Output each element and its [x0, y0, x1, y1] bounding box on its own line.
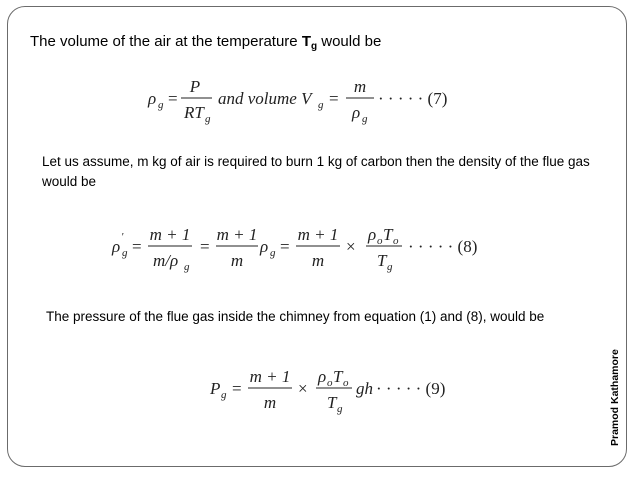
eq7-num2: m — [353, 77, 367, 96]
eq7-equals-2: = — [329, 89, 339, 108]
eq8-rho: ρ — [260, 237, 269, 256]
eq8-frac3-den: m — [311, 251, 325, 270]
eq8-lhs-sub: g — [122, 247, 128, 259]
eq8-frac4-num-rho-sub: o — [377, 235, 383, 247]
eq7-den1-sub: g — [205, 113, 211, 125]
paragraph-1: Let us assume, m kg of air is required to burn 1 kg of carbon then the density of the flue gas would be — [42, 154, 590, 189]
paragraph-2: The pressure of the flue gas inside the chimney from equation (1) and (8), would be — [46, 309, 545, 324]
equation-8 — [112, 220, 482, 285]
equation-9 — [210, 362, 470, 427]
eq9-frac1-num: m + 1 — [249, 367, 291, 386]
eq7-lhs-sub: g — [158, 99, 164, 111]
eq9-lhs: P — [210, 379, 221, 398]
eq8-frac4-num-rho: ρ — [368, 225, 377, 244]
eq9-equals: = — [232, 379, 242, 398]
eq8-frac3-num: m + 1 — [297, 225, 339, 244]
eq8-tail: · · · · · (8) — [408, 237, 478, 256]
eq8-equals-1: = — [132, 237, 142, 256]
eq8-rho-sub: g — [270, 247, 276, 259]
eq7-num1: P — [189, 77, 201, 96]
eq7-tail: · · · · · (7) — [378, 89, 448, 108]
eq9-gh: gh — [356, 379, 373, 398]
eq9-frac2-num-t: T — [333, 367, 343, 386]
eq9-lhs-sub: g — [221, 389, 227, 401]
eq8-equals-3: = — [280, 237, 290, 256]
eq8-times: × — [346, 237, 356, 256]
eq9-times: × — [298, 379, 308, 398]
eq8-lhs: ρ — [112, 237, 121, 256]
equation-7 — [148, 72, 448, 137]
eq9-frac2-num-rho-sub: o — [327, 377, 333, 389]
eq7-den2-sub: g — [362, 113, 368, 125]
eq8-equals-2: = — [200, 237, 210, 256]
eq9-frac2-den: T — [327, 393, 337, 412]
eq9-tail: · · · · · (9) — [376, 379, 446, 398]
heading-text-before: The volume of the air at the temperature — [30, 33, 302, 50]
eq9-frac2-num-rho: ρ — [318, 367, 327, 386]
eq8-frac4-num-t: T — [383, 225, 393, 244]
heading-subscript: g — [310, 41, 318, 52]
heading — [30, 32, 381, 57]
eq8-frac1-den: m/ρ — [153, 251, 179, 270]
heading-text-after: would be — [317, 33, 382, 50]
eq8-frac4-den: T — [377, 251, 387, 270]
eq8-frac2-den: m — [230, 251, 244, 270]
eq8-frac4-num-t-sub: o — [393, 235, 399, 247]
eq7-lhs: ρ — [148, 89, 157, 108]
eq7-mid-sub: g — [318, 99, 324, 111]
eq8-lhs-prime: ' — [121, 231, 124, 243]
eq8-frac4-den-sub: g — [387, 261, 393, 273]
eq7-den2: ρ — [352, 103, 361, 122]
eq9-frac1-den: m — [263, 393, 277, 412]
eq7-mid: and volume V — [218, 89, 312, 108]
eq8-frac1-num: m + 1 — [149, 225, 191, 244]
eq7-den1: RT — [184, 103, 204, 122]
eq8-frac1-den-sub: g — [184, 261, 190, 273]
eq9-frac2-num-t-sub: o — [343, 377, 349, 389]
eq9-frac2-den-sub: g — [337, 403, 343, 415]
eq7-equals: = — [168, 89, 178, 108]
heading-symbol: T — [301, 33, 311, 50]
eq8-frac2-num: m + 1 — [216, 225, 258, 244]
author-credit: Pramod Kathamore — [609, 349, 621, 446]
